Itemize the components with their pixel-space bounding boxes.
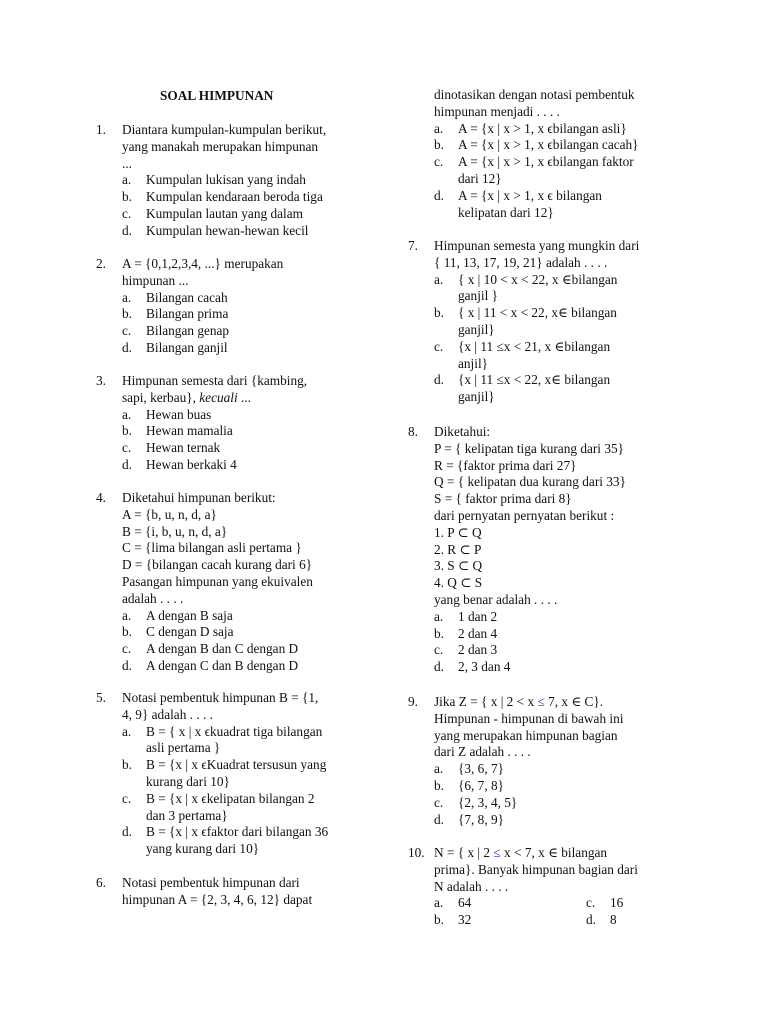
option-a: a. 64 [434,895,472,911]
question-text: Diketahui: [434,424,491,439]
question-text: himpunan A = {2, 3, 4, 6, 12} dapat [122,891,313,907]
option-d: d. A dengan C dan B dengan D [122,657,299,673]
option-d: d. A = {x | x > 1, x ϵ bilangan kelipatan dari 12} [434,187,602,220]
question-text: { 11, 13, 17, 19, 21} adalah . . . . [434,254,608,270]
question-7 [408,238,680,406]
option-d: d. Kumpulan hewan-hewan kecil [122,222,309,238]
question-text: adalah . . . . [122,590,184,606]
page-title: SOAL HIMPUNAN [160,88,274,103]
question-text: ... [122,155,132,171]
question-text: yang merupakan himpunan bagian [434,727,618,743]
option-d: d. 8 [586,912,617,928]
option-c: c. A dengan B dan C dengan D [122,641,299,657]
question-text: 4, 9} adalah . . . . [122,706,213,722]
option-a: a. A = {x | x > 1, x ϵbilangan asli} [434,120,627,136]
option-b: b. Bilangan prima [122,306,229,322]
question-text: N = { x | 2 ≤ x < 7, x ∈ bilangan [434,845,608,860]
question-text: Himpunan semesta dari {kambing, [122,373,308,388]
option-d: d. {7, 8, 9} [434,811,505,827]
question-number: 10. [408,845,425,860]
option-b: b. 32 [434,912,472,928]
option-a: a. Kumpulan lukisan yang indah [122,172,306,188]
option-c: c. B = {x | x ϵkelipatan bilangan 2 dan 3 pertama} [122,790,315,823]
option-d: d. Hewan berkaki 4 [122,456,237,472]
option-c: c. A = {x | x > 1, x ϵbilangan faktor dari 12} [434,154,634,186]
question-text: C = {lima bilangan asli pertama } [122,540,302,556]
statement-2: 2. R ⊂ P [434,541,482,557]
option-c: c. {2, 3, 4, 5} [434,794,518,810]
question-number: 8. [408,424,418,439]
option-a: a. { x | 10 < x < 22, x ∈bilangan ganjil } [434,271,618,304]
question-text: yang manakah merupakan himpunan [122,138,319,154]
question-6 [96,875,368,909]
question-text: Diketahui himpunan berikut: [122,490,276,505]
option-c: c. Bilangan genap [122,323,230,339]
question-text: himpunan ... [122,272,189,288]
question-2 [96,256,368,357]
question-3 [96,373,368,474]
question-text: P = { kelipatan tiga kurang dari 35} [434,440,624,456]
question-text: R = {faktor prima dari 27} [434,457,577,473]
option-a: a. A dengan B saja [122,607,233,623]
option-c: c. 2 dan 3 [434,642,498,658]
question-number: 9. [408,694,418,709]
question-text: dinotasikan dengan notasi pembentuk [434,87,635,102]
question-8 [408,424,680,676]
option-c: c. {x | 11 ≤x < 21, x ∈bilangan anjil} [434,338,611,371]
option-a: a. Hewan buas [122,406,212,422]
question-text: Pasangan himpunan yang ekuivalen [122,573,313,589]
option-b: b. A = {x | x > 1, x ϵbilangan cacah} [434,137,639,153]
question-1 [96,122,368,240]
question-text: Q = { kelipatan dua kurang dari 33} [434,474,626,490]
question-number: 5. [96,690,106,705]
question-5 [96,690,368,858]
question-text: Notasi pembentuk himpunan dari [122,875,300,890]
question-number: 3. [96,373,106,388]
question-text: A = {0,1,2,3,4, ...} merupakan [122,256,284,271]
option-b: b. Kumpulan kendaraan beroda tiga [122,189,323,205]
option-a: a. B = { x | x ϵkuadrat tiga bilangan asli pertama } [122,723,323,756]
option-c: c. 16 [586,895,624,911]
option-b: b. B = {x | x ϵKuadrat tersusun yang kurang dari 10} [122,757,327,789]
question-text: Diantara kumpulan-kumpulan berikut, [122,122,327,137]
emphasis-text: kecuali [199,389,238,405]
question-text: Himpunan - himpunan di bawah ini [434,710,624,726]
option-a: a. {3, 6, 7} [434,761,505,777]
option-c: c. Kumpulan lautan yang dalam [122,205,303,221]
option-d: d. {x | 11 ≤x < 22, x∈ bilangan ganjil} [434,372,611,405]
question-number: 1. [96,122,106,137]
question-number: 7. [408,238,418,253]
statement-3: 3. S ⊂ Q [434,558,483,574]
statement-1: 1. P ⊂ Q [434,524,482,540]
question-text: N adalah . . . . [434,878,509,894]
option-d: d. 2, 3 dan 4 [434,659,511,675]
question-text: himpunan menjadi . . . . [434,103,560,119]
option-b: b. { x | 11 < x < 22, x∈ bilangan ganjil} [434,305,617,337]
question-number: 2. [96,256,106,271]
question-text: Himpunan semesta yang mungkin dari [434,238,640,253]
option-a: a. 1 dan 2 [434,608,498,624]
question-number: 4. [96,490,106,505]
question-text: dari pernyatan pernyatan berikut : [434,507,615,523]
question-text: yang benar adalah . . . . [434,591,558,607]
option-b: b. {6, 7, 8} [434,777,505,793]
question-text: prima}. Banyak himpunan bagian dari [434,861,638,877]
option-d: d. B = {x | x ϵfaktor dari bilangan 36 yang kurang dari 10} [122,824,329,857]
question-text: A = {b, u, n, d, a} [122,506,217,522]
question-text: D = {bilangan cacah kurang dari 6} [122,557,313,573]
options-grid [434,895,680,929]
option-b: b. 2 dan 4 [434,625,498,641]
option-a: a. Bilangan cacah [122,289,228,305]
question-10 [408,845,680,929]
option-b: b. Hewan mamalia [122,423,233,439]
question-text: dari Z adalah . . . . [434,744,531,760]
question-number: 6. [96,875,106,890]
question-text: Notasi pembentuk himpunan B = {1, [122,690,319,705]
leq-symbol: ≤ [493,845,501,860]
question-text: S = { faktor prima dari 8} [434,491,572,507]
question-4 [96,490,368,675]
leq-symbol: ≤ [537,694,545,709]
question-text: B = {i, b, u, n, d, a} [122,523,228,539]
option-c: c. Hewan ternak [122,440,221,456]
question-9 [408,694,680,828]
question-text: Jika Z = { x | 2 < x ≤ 7, x ∈ C}. [434,694,604,709]
question-text: sapi, kerbau}, kecuali ... [122,389,251,405]
question-6-continued [408,87,680,221]
option-b: b. C dengan D saja [122,624,234,640]
statement-4: 4. Q ⊂ S [434,575,483,591]
option-d: d. Bilangan ganjil [122,339,228,355]
